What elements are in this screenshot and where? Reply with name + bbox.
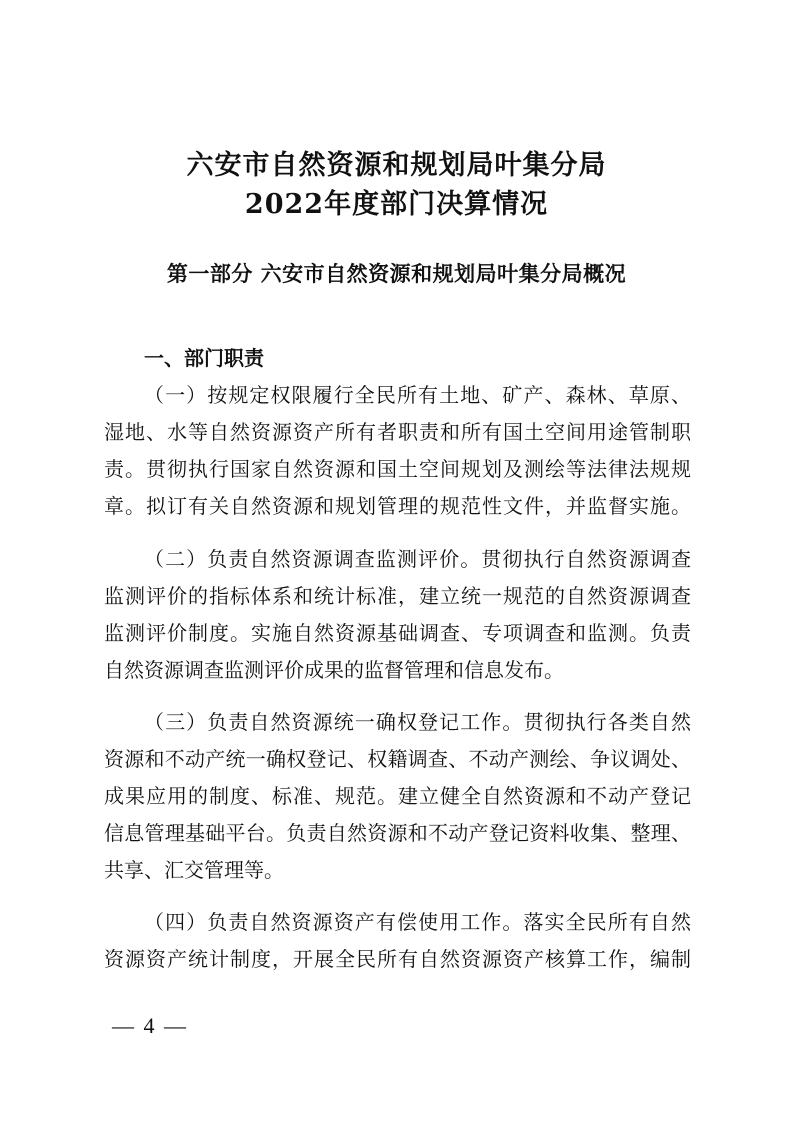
body-line: 责。贯彻执行国家自然资源和国土空间规划及测绘等法律法规规 (104, 457, 691, 481)
body-line: 监测评价的指标体系和统计标准，建立统一规范的自然资源调查 (104, 584, 691, 608)
body-line: （一）按规定权限履行全民所有土地、矿产、森林、草原、 (144, 383, 691, 407)
section-heading: 一、部门职责 (144, 346, 264, 370)
body-line: （四）负责自然资源资产有偿使用工作。落实全民所有自然 (144, 910, 691, 934)
part-heading: 第一部分 六安市自然资源和规划局叶集分局概况 (166, 261, 627, 286)
body-line: 成果应用的制度、标准、规范。建立健全自然资源和不动产登记 (104, 784, 691, 808)
body-line: 章。拟订有关自然资源和规划管理的规范性文件，并监督实施。 (104, 494, 691, 518)
document-title-line2: 2022年度部门决算情况 (244, 189, 549, 220)
body-line: 信息管理基础平台。负责自然资源和不动产登记资料收集、整理、 (104, 821, 691, 845)
body-line: 资源资产统计制度，开展全民所有自然资源资产核算工作，编制 (104, 947, 691, 971)
body-line: 资源和不动产统一确权登记、权籍调查、不动产测绘、争议调处、 (104, 747, 691, 771)
body-line: 共享、汇交管理等。 (104, 858, 284, 882)
body-line: 监测评价制度。实施自然资源基础调查、专项调查和监测。负责 (104, 621, 691, 645)
page-number: — 4 — (112, 1013, 188, 1038)
body-line: 湿地、水等自然资源资产所有者职责和所有国土空间用途管制职 (104, 420, 691, 444)
body-line: （三）负责自然资源统一确权登记工作。贯彻执行各类自然 (144, 710, 691, 734)
body-line: （二）负责自然资源调查监测评价。贯彻执行自然资源调查 (144, 547, 691, 571)
document-title-line1: 六安市自然资源和规划局叶集分局 (186, 150, 607, 181)
body-line: 自然资源调查监测评价成果的监督管理和信息发布。 (104, 658, 564, 682)
